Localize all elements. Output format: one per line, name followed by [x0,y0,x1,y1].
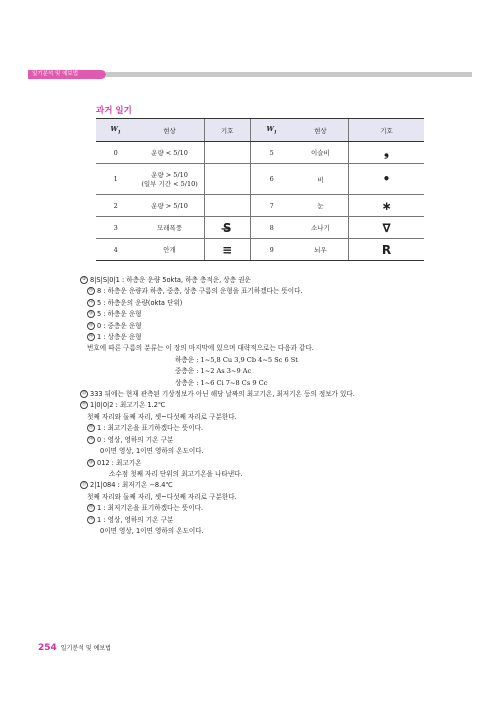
table-row [96,195,424,217]
col-phenomenon1-header: 현상 [135,119,204,142]
table-row [96,142,424,164]
list-item: ㉲ 1 : 상층운 운형 [88,333,142,342]
page-number: 254 [38,643,57,653]
weather-symbol [204,164,250,195]
list-item: ㉯ 0 : 영상, 영하의 기온 구분 [88,435,174,444]
list-item: ⑮ 2|1|084 : 최저기온 −8.4℃ [81,481,173,490]
thunderstorm-symbol: R [349,239,424,261]
phenomenon: 운량 < 5/10 [135,142,204,164]
list-item: ⑬ 333 뒤에는 현재 관측된 기상정보가 아닌 해당 날짜의 최고기온, 최저기온 등의 정보가 있다. [81,390,355,399]
cloud-class-mid: 중층운 : 1~2 As 3~9 Ac [175,367,252,376]
list-item: ㉮ 1 : 최저기온을 표기하겠다는 뜻이다. [88,504,204,513]
w-code: 8 [250,217,293,239]
body-text: 번호에 따른 구름의 분류는 이 장의 마지막에 있으며 대략적으로는 다음과 같다. [87,344,314,353]
body-text: 0이면 영상, 1이면 영하의 온도이다. [100,526,204,535]
weather-symbol [204,195,250,217]
w-code: 0 [96,142,135,164]
col-symbol2-header: 기호 [349,119,424,142]
w-code: 7 [250,195,293,217]
item-marker: ㉱ [88,322,94,328]
table-row [96,164,424,195]
w-code: 1 [96,164,135,195]
col-w2-header: $W_1$ [250,119,293,142]
item-marker: ⑬ [81,391,87,397]
w-code: 9 [250,239,293,261]
footer-book-title: 일기분석 및 예보법 [60,645,111,652]
snow-symbol: ∗ [349,195,424,217]
section-title: 과거 일기 [96,106,132,116]
phenomenon: 이슬비 [293,142,349,164]
body-text: 첫째 자리와 둘째 자리, 셋~다섯째 자리로 구분한다. [87,492,237,501]
list-item: ㉮ 1|0|0|2 : 최고기온 1.2℃ [81,401,166,410]
list-item: ㉱ 0 : 중층운 운형 [88,321,142,330]
phenomenon: 눈 [293,195,349,217]
fog-symbol: ≡ [204,239,250,261]
phenomenon: 운량 > 5/10 (일부 기간 < 5/10) [135,164,204,195]
phenomenon: 안개 [135,239,204,261]
header-rule [106,72,472,77]
col-phenomenon2-header: 현상 [293,119,349,142]
cloud-class-high: 상층운 : 1~6 Ci 7~8 Cs 9 Cc [175,378,268,387]
item-marker: ② [81,277,87,282]
body-text: 소수점 첫째 자리 단위의 최고기온을 나타낸다. [109,469,243,478]
page-footer [38,635,111,654]
body-text: 첫째 자리와 둘째 자리, 셋~다섯째 자리로 구분한다. [87,412,237,421]
past-weather-table [96,118,424,261]
item-marker: ㉰ [88,311,94,317]
list-item: ㉮ 1 : 최고기온을 표기하겠다는 뜻이다. [88,424,204,433]
item-marker: ㉰ [88,459,94,465]
item-marker: ㉮ [88,505,94,511]
item-marker: ㉯ [88,299,94,305]
phenomenon: 비 [293,164,349,195]
explanation-body [80,275,480,537]
item-marker: ⑮ [81,482,87,488]
chapter-tab [28,70,106,79]
item-marker: ㉯ [88,516,94,522]
item-marker: ㉮ [81,402,87,408]
col-symbol1-header: 기호 [204,119,250,142]
phenomenon: 뇌우 [293,239,349,261]
list-item: ㉯ 5 : 하층운의 운량(okta 단위) [88,298,183,307]
list-item: ㉯ 1 : 영상, 영하의 기온 구분 [88,515,174,524]
col-w1-header: $W_1$ [96,119,135,142]
table-row [96,217,424,239]
w-code: 6 [250,164,293,195]
chapter-tab-label: 일기분석 및 예보법 [32,71,79,77]
shower-symbol: ∇ [349,217,424,239]
item-marker: ㉲ [88,334,94,340]
list-item: ㉰ 5 : 하층운 운형 [88,310,142,319]
cloud-class-low: 하층운 : 1~5,8 Cu 3,9 Cb 4~5 Sc 6 St [175,355,298,364]
phenomenon: 모래폭풍 [135,217,204,239]
sandstorm-symbol: S̶ [204,217,250,239]
list-item: ㉰ 012 : 최고기온 [88,458,142,467]
w-code: 2 [96,195,135,217]
item-marker: ㉮ [88,425,94,431]
body-text: 0이면 영상, 1이면 영하의 온도이다. [100,447,204,456]
w-code: 3 [96,217,135,239]
weather-symbol [204,142,250,164]
phenomenon: 운량 > 5/10 [135,195,204,217]
item-marker: ㉮ [88,288,94,294]
w-code: 5 [250,142,293,164]
list-item: ㉮ 8 : 하층운 운량과 하층, 중층, 상층 구름의 운형을 표기하겠다는 뜻이다. [88,287,303,296]
phenomenon: 소나기 [293,217,349,239]
table-header-row [96,119,424,142]
table-row [96,239,424,261]
item-marker: ㉯ [88,436,94,442]
w-code: 4 [96,239,135,261]
list-item: ② 8|S|S|0|1 : 하층운 운량 5okta, 하층 층적운, 상층 권운 [81,276,251,284]
drizzle-symbol: ❟ [349,142,424,164]
rain-symbol: • [349,164,424,195]
